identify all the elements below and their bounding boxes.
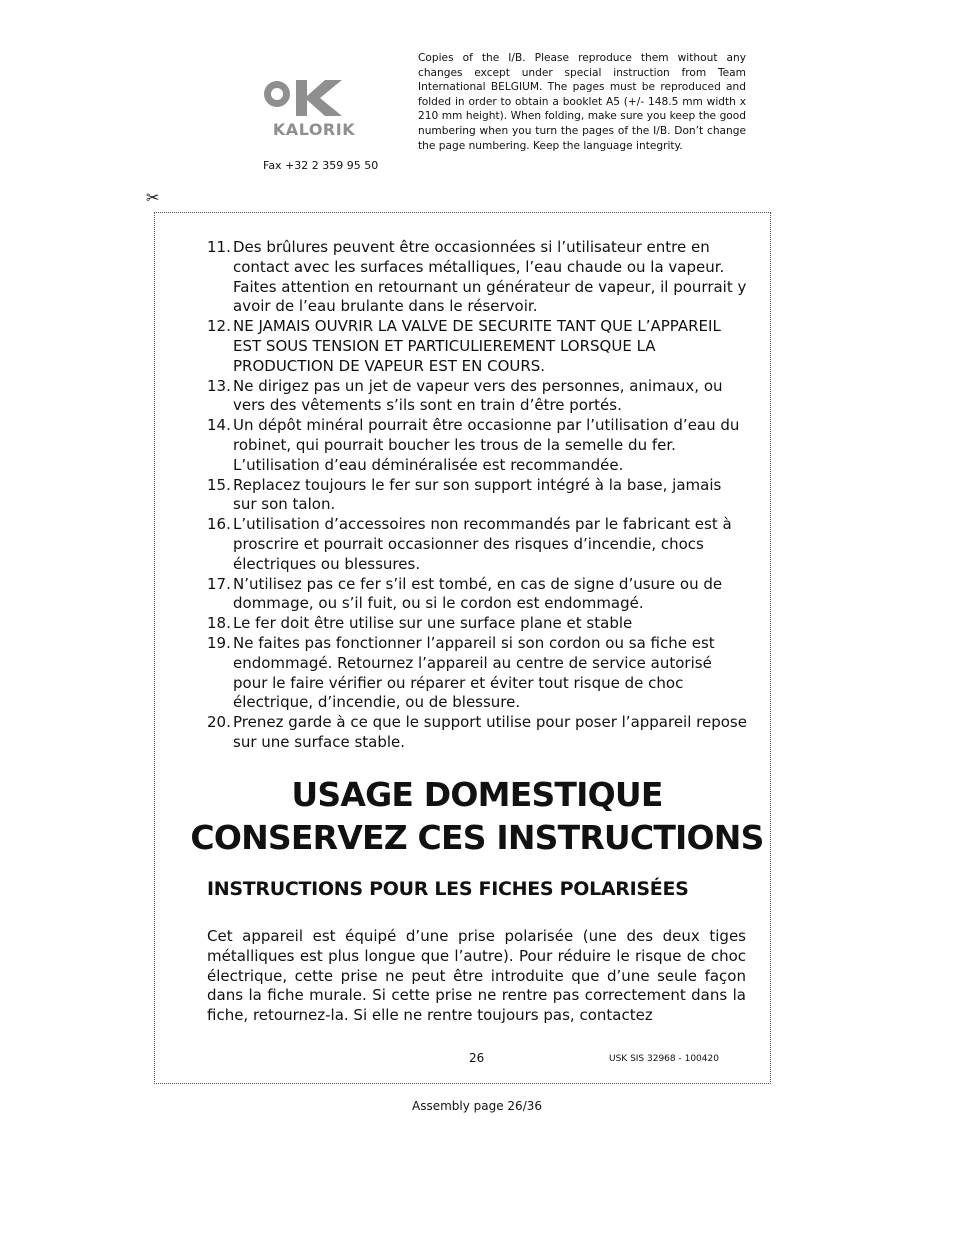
list-item bbox=[207, 238, 747, 317]
list-item bbox=[207, 575, 747, 615]
assembly-page-label: Assembly page 26/36 bbox=[411, 1099, 543, 1113]
polarized-paragraph: Cet appareil est équipé d’une prise polarisée (une des deux tiges métalliques est plus longue que l’autre). Pour réduire le risque de choc électrique, cette prise ne peut être introduite que d’une seule façon dans la fiche murale. Si cette prise ne rentre pas correctement dans la fiche, retournez-la. Si elle ne rentre toujours pas, contactez bbox=[207, 927, 746, 1025]
list-item-text: Replacez toujours le fer sur son support intégré à la base, jamais sur son talon. bbox=[233, 475, 722, 514]
logo-wordmark: KALORIK bbox=[272, 120, 356, 138]
list-item-number: 20. bbox=[207, 713, 231, 732]
list-item-text: Le fer doit être utilise sur une surface plane et stable bbox=[233, 614, 633, 633]
list-item-number: 17. bbox=[207, 574, 231, 593]
list-item bbox=[207, 476, 747, 516]
list-item-text: Un dépôt minéral pourrait être occasionne par l’utilisation d’eau du robinet, qui pourrait boucher les trous de la semelle du fer. L’utilisation d’eau déminéralisée est recommandée. bbox=[233, 416, 740, 474]
copy-instructions: Copies of the I/B. Please reproduce them without any changes except under special instruction from Team International BELGIUM. The pages must be reproduced and folded in order to obtain a booklet A5 (+/- 148.5 mm width x 210 mm height). When folding, make sure you keep the good numbering when you turn the pages of the I/B. Don’t change the page numbering. Keep the language integrity. bbox=[418, 52, 746, 152]
list-item-number: 12. bbox=[207, 317, 231, 336]
list-item-number: 19. bbox=[207, 633, 231, 652]
list-item-text: Des brûlures peuvent être occasionnées si l’utilisateur entre en contact avec les surfaces métalliques, l’eau chaude ou la vapeur. Faites attention en retournant un générateur de vapeur, il pourrait y avoir de l’eau brulante dans le réservoir. bbox=[233, 238, 747, 316]
list-item-text: NE JAMAIS OUVRIR LA VALVE DE SECURITE TANT QUE L’APPAREIL EST SOUS TENSION ET PARTICULIEREMENT LORSQUE LA PRODUCTION DE VAPEUR EST EN COURS. bbox=[233, 317, 721, 375]
list-item bbox=[207, 377, 747, 417]
list-item bbox=[207, 614, 747, 634]
list-item bbox=[207, 317, 747, 376]
list-item-number: 14. bbox=[207, 416, 231, 435]
usage-heading: USAGE DOMESTIQUE bbox=[291, 775, 663, 814]
list-item bbox=[207, 416, 747, 475]
safety-list bbox=[207, 238, 747, 753]
list-item-number: 16. bbox=[207, 515, 231, 534]
list-item bbox=[207, 634, 747, 713]
document-code: USK SIS 32968 - 100420 bbox=[609, 1054, 719, 1064]
list-item-text: Ne dirigez pas un jet de vapeur vers des personnes, animaux, ou vers des vêtements s’ils sont en train d’être portés. bbox=[233, 376, 723, 415]
page-number: 26 bbox=[469, 1051, 485, 1065]
keep-instructions-heading: CONSERVEZ CES INSTRUCTIONS bbox=[190, 818, 764, 857]
list-item bbox=[207, 713, 747, 753]
polarized-heading: INSTRUCTIONS POUR LES FICHES POLARISÉES bbox=[207, 878, 689, 900]
list-item-text: L’utilisation d’accessoires non recommandés par le fabricant est à proscrire et pourrait occasionner des risques d’incendie, chocs électriques ou blessures. bbox=[233, 515, 732, 573]
list-item-number: 11. bbox=[207, 238, 231, 256]
list-item-text: Ne faites pas fonctionner l’appareil si son cordon ou sa fiche est endommagé. Retournez l’appareil au centre de service autorisé pour le faire vérifier ou réparer et éviter tout risque de choc électrique, d’incendie, ou de blessure. bbox=[233, 633, 715, 712]
kalorik-logo bbox=[262, 74, 366, 138]
list-item bbox=[207, 515, 747, 574]
list-item-number: 15. bbox=[207, 475, 231, 494]
list-item-text: Prenez garde à ce que le support utilise pour poser l’appareil repose sur une surface stable. bbox=[233, 713, 747, 751]
fax-number: Fax +32 2 359 95 50 bbox=[263, 159, 379, 172]
scissors-icon: ✂ bbox=[146, 188, 160, 207]
list-item-number: 18. bbox=[207, 614, 231, 633]
list-item-number: 13. bbox=[207, 376, 231, 395]
list-item-text: N’utilisez pas ce fer s’il est tombé, en cas de signe d’usure ou de dommage, ou s’il fuit, ou si le cordon est endommagé. bbox=[233, 574, 723, 613]
